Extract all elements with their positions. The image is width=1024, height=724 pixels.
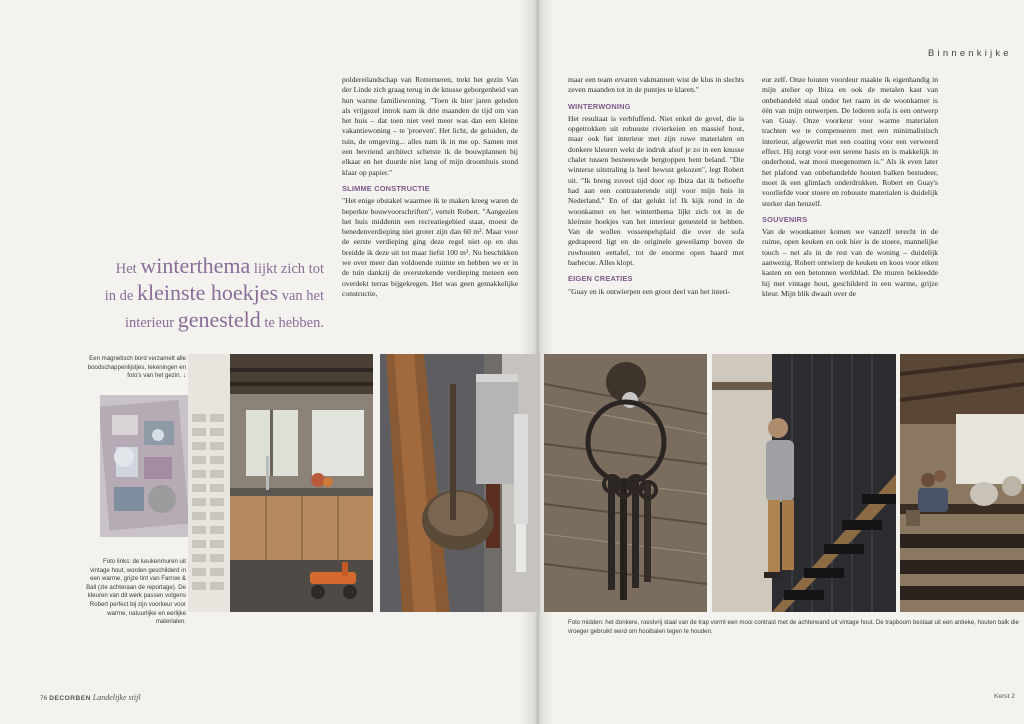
pull-quote-line-3 [64,308,324,335]
pull-quote-text: Het [115,261,137,277]
article-paragraph: "Het enige obstakel waarmee ik te maken kreeg waren de beperkte bouwvoorschriften", vertelt Robert. "Aangezien het huis middenin een recreatiegebied staat, moest de benedenverdieping niet groter zijn dan 60 m². Maar voor de eerste verdieping ging deze regel niet op en dus breidde ik deze uit tot maar liefst 100 m². Nu beschikken we over meer dan voldoende ruimte en hebben we er in de tuin dankzij de overstekende verdieping meteen een overdekt terras bijgekregen. Het was geen gemakkelijke constructie, [342,196,518,298]
caption-kitchen: Foto links: de keukenmuren uit vintage hout, worden geschilderd in een warme, grijze tint van Farrow & Ball (zie achteraan de reportage). De kleuren van dit werk passen volgens Robert perfect bij zijn voorkeur voor warme, natuurlijke en eerlijke materialen. [86,558,186,626]
magazine-tagline: Landelijke stijl [92,693,141,702]
page-number: 76 [40,695,48,702]
caption-stairs: Foto midden: het donkere, roestvrij staal van de trap vormt een mooi contrast met de achterwand uit vintage hout. De trapboom bestaat uit een antieke, houten balk die vroeger gebruikt werd om hooibalen tegen te houden. [568,619,1019,635]
pull-quote-text: interieur [124,315,175,331]
article-paragraph: Van de woonkamer komen we vanzelf terecht in de ruime, open keuken en ook hier is de stoere, mannelijke touch – net als in de rest van de woning – duidelijk aanwezig. Robert ontwierp de keuken en koos voor eiken kasten en een betonnen werkblad. De muren bekleedde hij met vintage hout, geschilderd in een warme, grijze kleur. Mijn blik dwaalt over de [762,227,938,298]
article-column-1 [342,75,518,299]
article-paragraph: maar een team ervaren vakmannen wist de klus in slechts zeven maanden tot in de puntjes te klaren." [568,75,744,95]
magnet-board-photo [100,395,192,537]
pull-quote-emphasis: winterthema [140,253,251,278]
pull-quote-line-1 [64,254,324,281]
article-paragraph: Het resultaat is verbluffend. Niet enkel de gevel, die is opgetrokken uit robuuste rivierkeien en massief hout, maar ook het interieur met zijn ruwe materialen en donkere kleuren wekt de indruk alsof je zo in een knusse chalet tussen besneeuwde bergtoppen bent beland. "Die winterse uitstraling is heel bewust gekozen", legt Robert uit. "Ik breng zoveel tijd door op Ibiza dat ik behoefte had aan een contrasterende stijl voor mijn huis in Nederland." En of dat gelukt is! Ik kijk rond in de woonkamer en het winterthema lijkt zich tot in de kleinste hoekjes van het interieur genesteld te hebben. Van de wollen vossenpelsplaid die over de sofa gedrapeerd ligt en de originele geweilamp boven de ruwhouten eettafel, tot de enorme open haard met barbecue. Alles klopt. [568,113,744,268]
keys-photo [544,354,707,612]
caption-magnet-board: Een magnetisch bord verzamelt alle boodschappenlijstjes, tekeningen en foto's van het gezin. ↓ [87,355,186,380]
pull-quote-text: in de [104,288,134,304]
pull-quote [64,254,324,335]
section-heading: SOUVENIRS [762,214,808,224]
folio-right: Kerst 2 [994,693,1015,700]
stairs-photo [712,354,896,612]
pull-quote-text: van het [281,288,324,304]
magazine-name: DECORBEN [49,695,91,702]
knives-photo [380,354,540,612]
article-column-2 [568,75,744,297]
section-heading: SLIMME CONSTRUCTIE [342,183,430,193]
article-column-3 [762,75,938,299]
section-tag: Binnenkijke [928,48,1012,59]
pull-quote-text: te hebben. [264,315,324,331]
loft-photo [900,354,1024,612]
folio-left [40,693,141,702]
pull-quote-emphasis: genesteld [177,307,261,332]
kitchen-photo [188,354,373,612]
article-paragraph: "Guay en ik ontwierpen een groot deel van het interi- [568,286,730,296]
section-heading: WINTERWONING [568,101,631,111]
section-heading: EIGEN CREATIES [568,274,633,284]
article-paragraph: eur zelf. Onze houten voordeur maakte ik eigenhandig in mijn atelier op Ibiza en ook de metalen kast van onbehandeld staal ondor het raam in de woonkamer is één van mijn ontwerpen. De lederen sofa is een ontwerp van Guay. Onze voorkeur voor warme materialen trachten we te compenseren met een minimalistisch interieur, afgewerkt met een coating voor een verweerd effect. Hij zorgt voor een serene basis en is makkelijk in onderhoud, wat mooi meegenomen is." Als ik even later het plafond van onbehandelde houten balken bestudeer, moet ik een glimlach onderdrukken. Robert en Guay's voorliefde voor stoere en robuuste materialen is duidelijk sterker dan henzelf. [762,75,938,208]
pull-quote-line-2 [64,281,324,308]
article-paragraph: poldereilandschap van Rotterneren, trekt het gezin Van der Linde zich graag terug in de knusse geborgenheid van hun warme familiewoning. "Toen ik hier jaren geleden als vrijgezel introk nam ik drie maanden de tijd om van het huis – dat toen niet veel meer was dan een kleine vakantiewoning – te 'proeven'. Het licht, de geluiden, de tuin, de omgeving... alles nam ik in me op. Samen met een bevriend architect schetste ik de bouwplannen bij elkaar en het duurde niet lang of mijn droomhuis stond klaar op papier." [342,75,518,177]
pull-quote-text: lijkt zich tot [253,261,324,277]
pull-quote-emphasis: kleinste hoekjes [136,280,279,305]
